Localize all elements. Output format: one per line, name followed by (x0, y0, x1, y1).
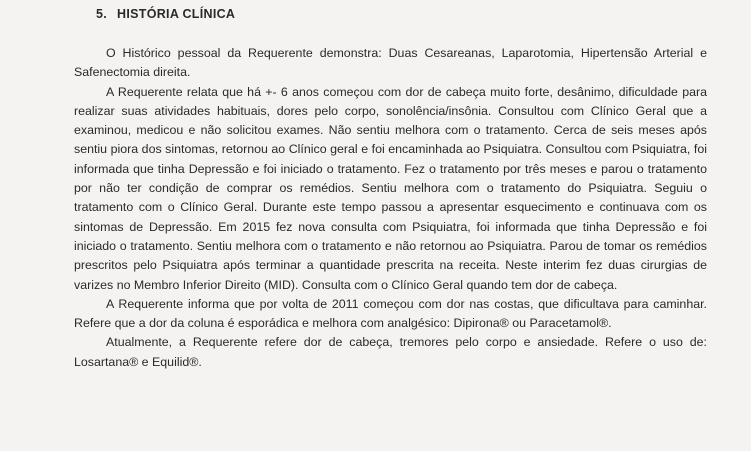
paragraph-personal-history: O Histórico pessoal da Requerente demonstra: Duas Cesareanas, Laparotomia, Hipertensão Arterial e Safenectomia direita. (74, 46, 707, 80)
paragraph-back-pain: A Requerente informa que por volta de 2011 começou com dor nas costas, que dificultava para caminhar. Refere que a dor da coluna é esporádica e melhora com analgésico: Dipirona® ou Paracetamol®. (74, 296, 707, 331)
section-title: HISTÓRIA CLÍNICA (117, 7, 236, 21)
section-heading (96, 6, 707, 22)
paragraph-current-status: Atualmente, a Requerente refere dor de cabeça, tremores pelo corpo e ansiedade. Refere o uso de: Losartana® e Equilid®. (74, 335, 707, 369)
paragraph-headache-history: A Requerente relata que há +- 6 anos começou com dor de cabeça muito forte, desânimo, dificuldade para realizar suas atividades habituais, dores pelo corpo, sonolência/insônia. Consultou com Clínico Geral que a examinou, medicou e não solicitou exames. Não sentiu melhora com o tratamento. Cerca de seis meses após sentiu piora dos sintomas, retornou ao Clínico geral e foi encaminhada ao Psiquiatra. Consultou com Psiquiatra, foi informada que tinha Depressão e foi iniciado o tratamento. Fez o tratamento por três meses e parou o tratamento por não ter condição de comprar os remédios. Sentiu melhora com o tratamento do Psiquiatra. Seguiu o tratamento com o Clínico Geral. Durante este tempo passou a apresentar esquecimento e continuava com os sintomas de Depressão. Em 2015 fez nova consulta com Psiquiatra, foi informada que tinha Depressão e foi iniciado o tratamento. Sentiu melhora com o tratamento e não retornou ao Psiquiatra. Parou de tomar os remédios prescritos pelo Psiquiatra após terminar a quantidade prescrita na receita. Neste interim fez duas cirurgias de varizes no Membro Inferior Direito (MID). Consulta com o Clínico Geral quando tem dor de cabeça. (74, 84, 707, 292)
section-number: 5. (96, 7, 108, 21)
section-body (74, 44, 707, 372)
